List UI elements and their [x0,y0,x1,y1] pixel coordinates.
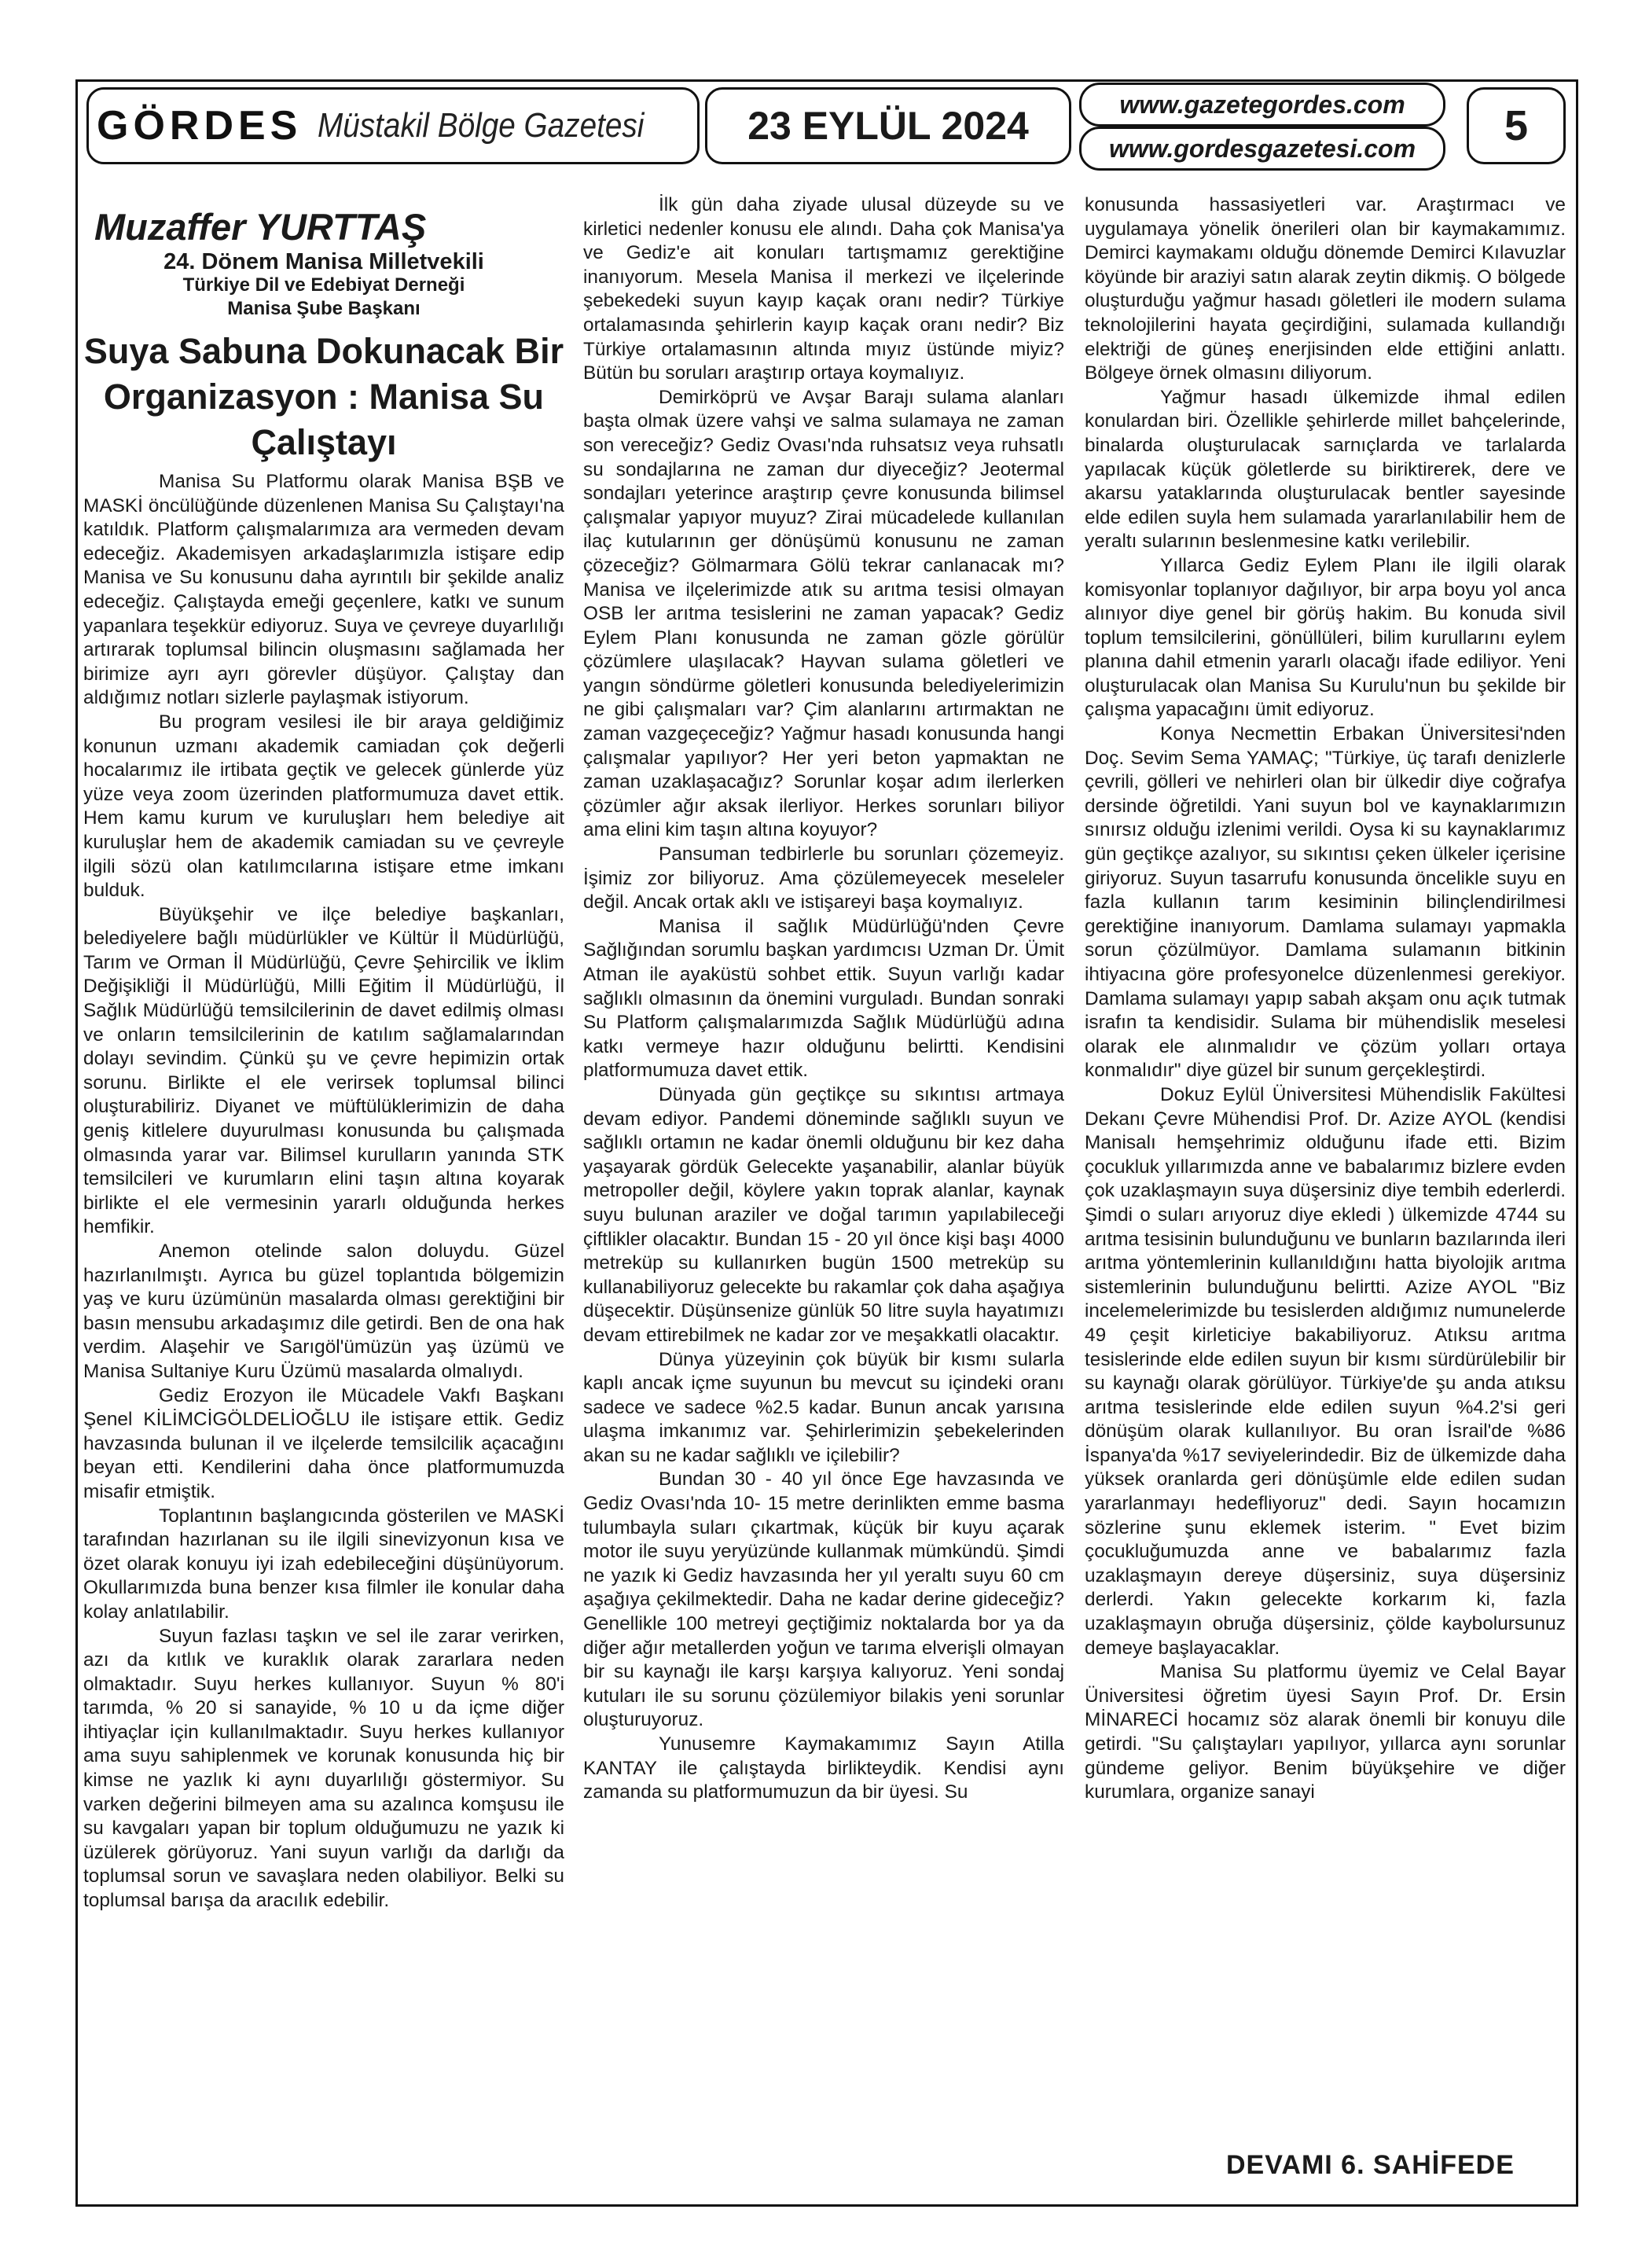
paragraph: Pansuman tedbirlerle bu sorunları çözemeyiz. İşimiz zor biliyoruz. Ama çözülemeyecek meseleler değil. Ancak ortak aklı ve istişareyi başa koymalıyız. [583,844,1064,913]
column-3 [1085,193,1566,1805]
paragraph: Yağmur hasadı ülkemizde ihmal edilen konulardan biri. Özellikle şehirlerde millet bahçelerinde, binalarda oluşturulacak sarnıçlarda ve tarlalarda yapılacak küçük göletlerde su biriktirerek, dere ve akarsu yataklarında oluşturulacak bentler sayesinde elde edilen suyla hem sulamada yararlanılabilir hem de yeraltı sularının beslenmesine katkı verilebilir. [1085,386,1566,553]
paragraph: İlk gün daha ziyade ulusal düzeyde su ve kirletici nedenler konusu ele alındı. Daha çok Manisa'ya ve Gediz'e ait konuları tartışmamız gerektiğine inanıyorum. Mesela Manisa il merkezi ve ilçelerinde şebekedeki suyun kayıp kaçak oranı nedir? Türkiye ortalamasında şehirlerin kayıp kaçak oranı nedir? Biz Türkiye ortalamasının altında mıyız üstünde miyiz? Bütün bu soruları araştırıp ortaya koymalıyız. [583,194,1064,384]
author-name: Muzaffer YURTTAŞ [94,206,427,248]
paragraph: Manisa il sağlık Müdürlüğü'nden Çevre Sağlığından sorumlu başkan yardımcısı Uzman Dr. Ümit Atman ile ayaküstü sohbet ettik. Suyun varlığı kadar sağlıklı olmasının da önemini vurguladı. Bundan sonraki Su Platform çalışmalarımızda Sağlık Müdürlüğü adına katkı vermeye hazır olduğunu belirtti. Kendisini platformumuza davet ettik. [583,915,1064,1082]
column-2-body [583,193,1064,1805]
paragraph: Bu program vesilesi ile bir araya geldiğimiz konunun uzmanı akademik camiadan çok değerli hocalarımız ile irtibata geçtik ve gelecek günlerde yüz yüze veya zoom üzerinden platformumuza davet ettik. Hem kamu kurum ve kuruluşları hem belediye ait kuruluşlar hem de akademik camiadan su ve çevreyle ilgili sözü olan katılımcılarına istişare etme imkanı bulduk. [83,711,564,902]
paragraph: Yunusemre Kaymakamımız Sayın Atilla KANTAY ile çalıştayda birlikteydik. Kendisi aynı zamanda su platformumuzun da bir üyesi. Su [583,1733,1064,1803]
paragraph: Yıllarca Gediz Eylem Planı ile ilgili olarak komisyonlar toplanıyor dağılıyor, bir arpa boyu yol anca alınıyor diye genel bir görüş hakim. Bu konuda sivil toplum temsilcilerini, gönüllüleri, bilim kurullarını eylem planına dahil etmenin yararlı olacağı ifade ediliyor. Yeni oluşturulacak olan Manisa Su Kurulu'nun bu şekilde bir çalışma yapacağını ümit ediyoruz. [1085,554,1566,721]
author-role-3: Manisa Şube Başkanı [227,298,421,319]
paragraph: Toplantının başlangıcında gösterilen ve MASKİ tarafından hazırlanan su ile ilgili sinevizyonun kısa ve özet olarak konuyu iyi izah edebileceğini düşünüyorum. Okullarımızda buna benzer kısa filmler ile konular daha kolay anlatılabilir. [83,1505,564,1623]
paragraph: Bundan 30 - 40 yıl önce Ege havzasında ve Gediz Ovası'nda 10- 15 metre derinlikten emme basma tulumbayla suları çıkartmak, küçük bir kuyu açarak motor ile suyu yeryüzünde kullanmak mümkündü. Şimdi ne yazık ki Gediz havzasında her yıl yeraltı suyu 60 cm aşağıya çekilmektedir. Daha ne kadar derine gideceğiz? Genellikle 100 metreyi geçtiğimiz noktalarda bor ya da diğer ağır metallerden yoğun ve tarıma elverişli olmayan bir su kaynağı ile karşı karşıya kalıyoruz. Yeni sondaj kutuları ile su sorunu çözülemiyor bilakis yeni sorunlar oluşturuyoruz. [583,1469,1064,1731]
paragraph: Anemon otelinde salon doluydu. Güzel hazırlanılmıştı. Ayrıca bu güzel toplantıda bölgemizin yaş ve kuru üzümünün masalarda olması gerektiğini bir basın mensubu arkadaşımız dile getirdi. Ben de ona hak verdim. Alaşehir ve Sarıgöl'ümüzün yaş üzümü ve Manisa Sultaniye Kuru Üzümü masalarda olmalıydı. [83,1241,564,1382]
paragraph: Dokuz Eylül Üniversitesi Mühendislik Fakültesi Dekanı Çevre Mühendisi Prof. Dr. Azize AYOL (kendisi Manisalı hemşehrimiz olduğunu ifade etti. Bizim çocukluk yıllarımızda anne ve babalarımız bizlere evden çok uzaklaşmayın suya düşersiniz diye tembih ederlerdi. Şimdi o suları arıyoruz diye ekledi ) ülkemizde 4744 su arıtma tesisinin bulunduğunu ve bunların bazılarında ileri arıtma yöntemlerinin kullanıldığını hatta biyolojik arıtma sistemlerinin bulunduğunu belirtti. Azize AYOL "Biz incelemelerimizde bu tesislerden aldığımız numunelerde 49 çeşit kirleticiye bakabiliyoruz. Atıksu arıtma tesislerinde elde edilen suyun bir kısmı sürdürülebilir bir su kaynağı olarak görülüyor. Türkiye'de şu anda atıksu arıtma tesislerinde elde edilen suyun %4.2'si geri dönüşüm olarak kullanılıyor. Bu oran İsrail'de %86 İspanya'da %17 seviyelerindedir. Biz de ülkemizde daha yüksek oranlarda geri dönüşümle elde edilen sudan yararlanmayı hedefliyoruz" dedi. Sayın hocamızın sözlerine şunu eklemek isterim. " Evet bizim çocukluğumuzda anne ve babalarımız fazla uzaklaşmayın dereye düşersiniz, suya düşersiniz derlerdi. Yakın gelecekte korkarım ki, fazla uzaklaşmayın obruğa düşersiniz, çölde kaybolursunuz demeye başlayacaklar. [1085,1083,1566,1659]
paragraph: Konya Necmettin Erbakan Üniversitesi'nden Doç. Sevim Sema YAMAÇ; "Türkiye, üç tarafı denizlerle çevrili, gölleri ve nehirleri olan bir ülkedir diye coğrafya dersinde öğretildi. Yani suyun bol ve kaynaklarımızın sınırsız olduğu izlenimi verildi. Oysa ki su kaynaklarımız gün geçtikçe azalıyor, su sıkıntısı çeken ülkeler içerisine giriyoruz. Suyun tasarrufu konusunda öncelikle suyu en fazla kullanın tarım kesiminin bilinçlendirilmesi gerektiğine inanıyorum. Damlama sulamayı yapmakla sorun çözülmüyor. Damlama sulamanın bitkinin ihtiyacına göre profesyonelce düzenlenmesi gerekiyor. Damlama sulamayı yapıp sabah akşam onu açık tutmak israfın ta kendisidir. Sulama bir mühendislik meselesi olarak ele alınmalıdır ve çözüm yolları ortaya konmalıdır" diye güzel bir sunum gerçekleştirdi. [1085,723,1566,1082]
paper-name: GÖRDES [97,103,303,149]
continued-note: DEVAMI 6. SAHİFEDE [1226,2150,1515,2180]
author-role-2: Türkiye Dil ve Edebiyat Derneği [182,274,465,296]
paragraph: Dünya yüzeyinin çok büyük bir kısmı sularla kaplı ancak içme suyunun bu mevcut su içindeki oranı sadece ve sadece %2.5 kadar. Bunun ancak yarısına ulaşma imkanımız var. Şehirlerimizin şebekelerinden akan su ne kadar sağlıklı ve içilebilir? [583,1348,1064,1466]
article-title: Suya Sabuna Dokunacak Bir Organizasyon : Manisa Su Çalıştayı [83,331,564,462]
paragraph: Manisa Su platformu üyemiz ve Celal Bayar Üniversitesi öğretim üyesi Sayın Prof. Dr. Ersin MİNARECİ hocamız söz alarak önemli bir konuyu dile getirdi. "Su çalıştayları yapılıyor, yıllarca aynı sorunlar gündeme geliyor. Benim büyükşehire ve diğer kurumlara, organize sanayi [1085,1661,1566,1803]
column-1-body [83,470,564,1913]
paragraph: Büyükşehir ve ilçe belediye başkanları, belediyelere bağlı müdürlükler ve Kültür İl Müdürlüğü, Tarım ve Orman İl Müdürlüğü, Çevre Şehircilik ve İklim Değişikliği İl Müdürlüğü, Milli Eğitim İl Müdürlüğü, İl Sağlık Müdürlüğü temsilcilerinin de davet edilmiş olması ve onların temsilcilerinin de katılım sağlamalarından dolayı sevindim. Çünkü şu ve çevre hepimizin ortak sorunu. Birlikte el ele verirsek toplumsal bilinci oluşturabiliriz. Diyanet ve müftülüklerimizin de daha geniş kitlelere duyurulması konusunda bu çalışmada olmasında yarar var. Bilimsel kurulların yanında STK temsilcileri ve kurumların elini taşın altına koyarak birlikte el ele vermesinin yararlı olduğunda herkes hemfikir. [83,903,564,1238]
website-link-2[interactable]: www.gordesgazetesi.com [1079,127,1445,171]
paper-subtitle: Müstakil Bölge Gazetesi [318,106,645,145]
column-2 [583,193,1064,1805]
column-1 [83,193,564,1913]
paragraph: Manisa Su Platformu olarak Manisa BŞB ve MASKİ öncülüğünde düzenlenen Manisa Su Çalıştayı'na katıldık. Platform çalışmalarımıza ara vermeden devam edeceğiz. Akademisyen arkadaşlarımızla istişare edip Manisa ve Su konusunu daha ayrıntılı bir şekilde analiz edeceğiz. Çalıştayda emeği geçenlere, katkı ve sunum yapanlara teşekkür ediyoruz. Suya ve çevreye duyarlılığı artırarak toplumsal bilincin oluşmasını sağlamada her birimize ayrı ayrı görevler düşüyor. Çalıştay dan aldığımız notları sizlerle paylaşmak istiyorum. [83,471,564,709]
column-3-body [1085,193,1566,1805]
paragraph: Demirköprü ve Avşar Barajı sulama alanları başta olmak üzere vahşi ve salma sulamaya ne zaman son vereceğiz? Gediz Ovası'nda ruhsatsız veya ruhsatlı su sondajlarına ne zaman dur diyeceğiz? Jeotermal sondajları yeterince araştırıp çevre konusunda bilimsel çalışmalar yapıyor muyuz? Zirai mücadelede kullanılan ilaç kutularının ger dönüşümü konusunu ne zaman çözeceğiz? Gölmarmara Gölü tekrar canlanacak mı? Manisa ve ilçelerimizde atık su arıtma tesisi olmayan OSB ler arıtma tesislerini ne zaman yapacak? Gediz Eylem Planı konusunda ne zaman gözle görülür çözümlere ulaşılacak? Hayvan sulama göletleri ve yangın söndürme göletleri konusunda belediyelerimizin ne gibi çalışmaları var? Çim alanlarını artırmaktan ne zaman vazgeçeceğiz? Yağmur hasadı konusunda hangi çalışmalar yapılıyor? Her yeri beton yapmaktan ne zaman uzaklaşacağız? Sorunlar koşar adım ilerlerken çözümler ağır aksak ilerliyor. Herkes sorunları biliyor ama elini kim taşın altına koyuyor? [583,386,1064,841]
paragraph: Dünyada gün geçtikçe su sıkıntısı artmaya devam ediyor. Pandemi döneminde sağlıklı suyun ve sağlıklı ortamın ne kadar önemli olduğunu bir kez daha yaşayarak gördük Gelecekte yaşanabilir, alanlar büyük metropoller değil, köylere yakın toprak alanlar, kaynak suyu bulunan araziler ve doğal tarımın yapılabileceği çiftlikler olacaktır. Bundan 15 - 20 yıl önce kişi başı 4000 metreküp su kullanırken bugün 1500 metreküp su kullanabiliyoruz gelecekte bu rakamlar çok daha aşağıya düşecektir. Düşünsenize günlük 50 litre suyla hayatımızı devam ettirebilmek ne kadar zor ve meşakkatli olacaktır. [583,1083,1064,1346]
masthead [86,87,700,164]
paragraph: Gediz Erozyon ile Mücadele Vakfı Başkanı Şenel KİLİMCİGÖLDELİOĞLU ile istişare ettik. Gediz havzasında bulunan il ve ilçelerde temsilcilik açacağını beyan etti. Kendilerini daha önce platformumuzda misafir etmiştik. [83,1384,564,1502]
paragraph: Suyun fazlası taşkın ve sel ile zarar verirken, azı da kıtlık ve kuraklık olarak zararlara neden olmaktadır. Suyu herkes kullanıyor. Suyun % 80'i tarımda, % 20 si sanayide, % 10 u da içme diğer ihtiyaçlar için kullanılmaktadır. Suyu herkes kullanıyor ama suyu sahiplenmek ve korunak konusunda hiç bir kimse ne yazlık ki aynı duyarlılığı göstermiyor. Su varken değerini bilmeyen ama su azalınca komşusu ile su kavgaları yapan bir toplum olduğumuzu ne yazık ki üzülerek görüyoruz. Yani suyun varlığı da darlığı da toplumsal sorun ve savaşlara neden olabiliyor. Belki su toplumsal barışa da aracılık edebilir. [83,1625,564,1912]
paragraph: konusunda hassasiyetleri var. Araştırmacı ve uygulamaya yönelik önerileri olan bir kaymakamımız. Demirci kaymakamı olduğu dönemde Demirci Kılavuzlar köyünde bir araziyi satın alarak zeytin dikmiş. O bölgede oluşturduğu yağmur hasadı göletleri ile modern sulama teknolojilerini hayata geçirdiğini, sulamada kullandığı elektriği de güneş enerjisinden elde ettiğini anlattı. Bölgeye örnek olmasını diliyorum. [1085,194,1566,384]
issue-date: 23 EYLÜL 2024 [705,87,1071,164]
website-link-1[interactable]: www.gazetegordes.com [1079,83,1445,127]
author-role-1: 24. Dönem Manisa Milletvekili [163,249,484,274]
page-number: 5 [1467,87,1566,164]
